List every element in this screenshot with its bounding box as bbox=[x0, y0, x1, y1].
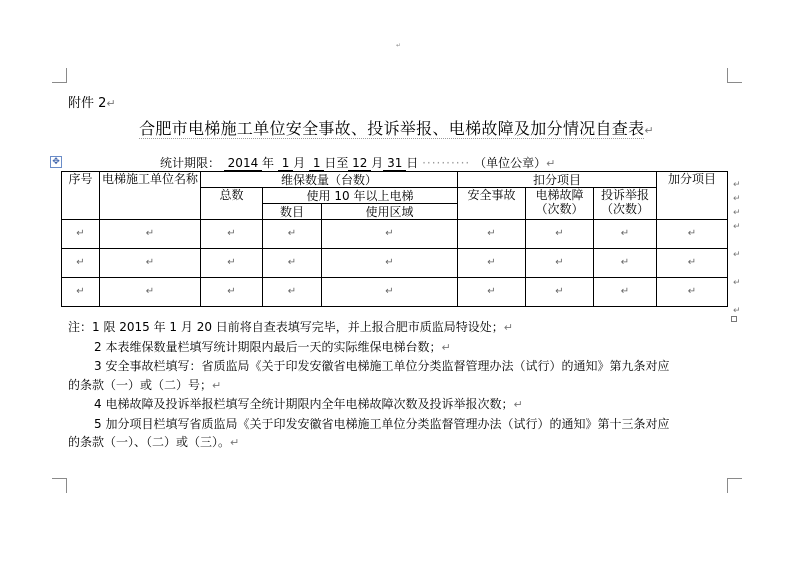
note-4: 4 电梯故障及投诉举报栏填写全统计期限内全年电梯故障次数及投诉举报次数；↵ bbox=[94, 397, 523, 411]
table-resize-handle[interactable] bbox=[731, 316, 737, 322]
attachment-text: 附件 2 bbox=[68, 96, 107, 111]
table-cell[interactable]: ↵ bbox=[458, 249, 526, 278]
table-cell[interactable]: ↵ bbox=[526, 278, 594, 307]
header-unit-name[interactable]: 电梯施工单位名称 bbox=[100, 172, 201, 220]
note-2: 2 本表维保数量栏填写统计期限内最后一天的实际维保电梯台数；↵ bbox=[94, 339, 451, 354]
table-cell[interactable]: ↵ bbox=[201, 249, 263, 278]
period-month1: 1 bbox=[278, 156, 293, 171]
table-cell[interactable]: ↵ bbox=[458, 220, 526, 249]
header-use-area[interactable]: 使用区域 bbox=[322, 204, 458, 220]
attachment-label bbox=[68, 92, 116, 111]
paragraph-mark-icon: ↵ bbox=[396, 42, 402, 49]
period-year: 2014 bbox=[224, 156, 262, 171]
crop-mark-top-right bbox=[727, 68, 742, 83]
table-cell[interactable]: ↵ bbox=[657, 220, 728, 249]
period-day-suffix: 日 bbox=[406, 156, 419, 170]
statistics-period bbox=[160, 154, 555, 171]
table-cell[interactable]: ↵ bbox=[100, 249, 201, 278]
period-month2-suffix: 月 bbox=[371, 156, 384, 170]
crop-mark-top-left bbox=[52, 68, 67, 83]
table-move-handle-icon[interactable]: ✥ bbox=[50, 156, 62, 168]
period-day1: 1 bbox=[309, 156, 324, 171]
table-cell[interactable]: ↵ bbox=[322, 249, 458, 278]
return-mark-icon: ↵ bbox=[546, 157, 556, 170]
crop-mark-bottom-right bbox=[727, 478, 742, 493]
table-cell[interactable]: ↵ bbox=[322, 220, 458, 249]
period-seal: （单位公章） bbox=[474, 156, 547, 170]
table-cell[interactable]: ↵ bbox=[594, 249, 657, 278]
header-over-10-years[interactable]: 使用 10 年以上电梯 bbox=[263, 188, 458, 204]
table-cell[interactable]: ↵ bbox=[100, 220, 201, 249]
table-cell[interactable]: ↵ bbox=[62, 278, 100, 307]
table-cell[interactable]: ↵ bbox=[201, 278, 263, 307]
header-total[interactable]: 总数 bbox=[201, 188, 263, 220]
crop-mark-bottom-left bbox=[52, 478, 67, 493]
self-check-table bbox=[61, 171, 728, 307]
header-elevator-fault[interactable]: 电梯故障（次数） bbox=[526, 188, 594, 220]
period-day2: 31 bbox=[383, 156, 406, 171]
table-row bbox=[62, 278, 728, 307]
table-cell[interactable]: ↵ bbox=[526, 249, 594, 278]
table-cell[interactable]: ↵ bbox=[594, 220, 657, 249]
table-cell[interactable]: ↵ bbox=[201, 220, 263, 249]
note-3-cont: 的条款（一）或（二）号；↵ bbox=[68, 377, 222, 392]
note-3: 3 安全事故栏填写：省质监局《关于印发安徽省电梯施工单位分类监督管理办法（试行）的通知》第九条对应 bbox=[94, 359, 670, 373]
table-cell[interactable]: ↵ bbox=[594, 278, 657, 307]
table-cell[interactable]: ↵ bbox=[263, 249, 322, 278]
table-cell[interactable]: ↵ bbox=[458, 278, 526, 307]
header-bonus-items[interactable]: 加分项目 bbox=[657, 172, 728, 220]
table-cell[interactable]: ↵ bbox=[657, 278, 728, 307]
table-row bbox=[62, 220, 728, 249]
page-title bbox=[0, 116, 793, 139]
table-cell[interactable]: ↵ bbox=[100, 278, 201, 307]
table-cell[interactable]: ↵ bbox=[263, 278, 322, 307]
table-cell[interactable]: ↵ bbox=[62, 249, 100, 278]
period-label: 统计期限： bbox=[160, 156, 221, 170]
note-5-cont: 的条款（一）、（二）或（三）。↵ bbox=[68, 435, 240, 449]
row-end-marks: ↵ ↵ ↵ ↵ ↵ ↵ ↵ bbox=[733, 180, 741, 316]
note-5: 5 加分项目栏填写省质监局《关于印发安徽省电梯施工单位分类监督管理办法（试行）的通知》第十三条对应 bbox=[94, 416, 670, 431]
period-month2: 12 bbox=[348, 156, 371, 171]
note-1: 注：1 限 2015 年 1 月 20 日前将自查表填写完毕，并上报合肥市质监局特设处；↵ bbox=[68, 320, 514, 334]
table-cell[interactable]: ↵ bbox=[526, 220, 594, 249]
table-cell[interactable]: ↵ bbox=[263, 220, 322, 249]
title-text: 合肥市电梯施工单位安全事故、投诉举报、电梯故障及加分情况自查表 bbox=[139, 119, 645, 138]
header-count[interactable]: 数目 bbox=[263, 204, 322, 220]
header-safety-accident[interactable]: 安全事故 bbox=[458, 188, 526, 220]
table-cell[interactable]: ↵ bbox=[322, 278, 458, 307]
period-year-suffix: 年 bbox=[262, 156, 275, 170]
table-cell[interactable]: ↵ bbox=[62, 220, 100, 249]
tab-leader: ·········· bbox=[422, 156, 471, 170]
table-row bbox=[62, 249, 728, 278]
return-mark-icon: ↵ bbox=[106, 97, 116, 110]
table-cell[interactable]: ↵ bbox=[657, 249, 728, 278]
return-mark-icon: ↵ bbox=[644, 124, 654, 137]
header-seq[interactable]: 序号 bbox=[62, 172, 100, 220]
period-range-text: 日至 bbox=[324, 156, 349, 170]
header-maintenance-count[interactable]: 维保数量（台数） bbox=[201, 172, 458, 188]
period-month1-suffix: 月 bbox=[293, 156, 306, 170]
notes-section bbox=[68, 318, 728, 453]
header-complaint[interactable]: 投诉举报（次数） bbox=[594, 188, 657, 220]
header-deduction-items[interactable]: 扣分项目 bbox=[458, 172, 657, 188]
